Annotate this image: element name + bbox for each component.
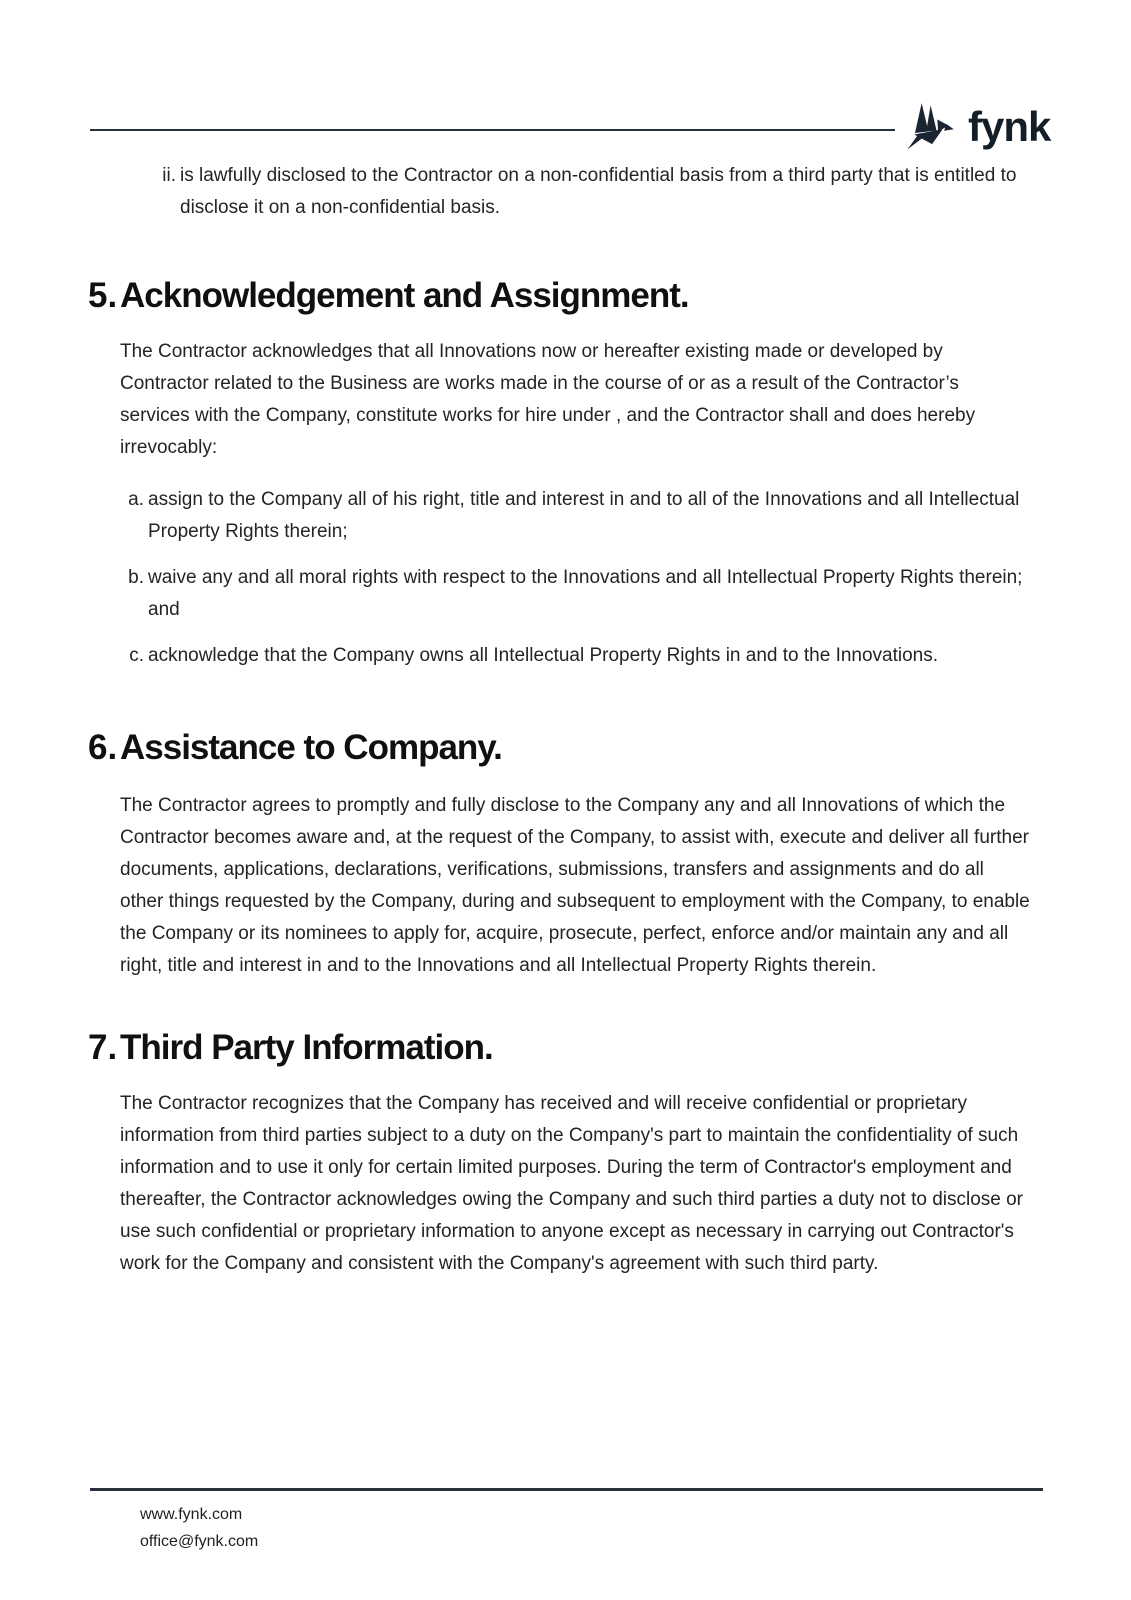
- list-marker: ii.: [162, 165, 176, 186]
- header-divider: [90, 129, 895, 131]
- document-content: [88, 152, 1032, 1280]
- section-number: 7.: [88, 1028, 118, 1067]
- list-item-b: [120, 562, 1032, 626]
- section-heading-third-party: [88, 1026, 1032, 1070]
- list-item-text: assign to the Company all of his right, title and interest in and to all of the Innovations and all Intellectual Property Rights therein;: [148, 489, 1020, 542]
- origami-crane-icon: [903, 99, 959, 155]
- section-title: Assistance to Company.: [120, 728, 502, 767]
- footer-divider: [90, 1488, 1043, 1491]
- list-item-c: [120, 640, 1032, 672]
- list-marker: c.: [129, 645, 144, 666]
- section-title: Third Party Information.: [120, 1028, 493, 1067]
- section-paragraph: The Contractor agrees to promptly and fully disclose to the Company any and all Innovations of which the Contractor becomes aware and, at the request of the Company, to assist with, execute and deliver all further documents, applications, declarations, verifications, submissions, transfers and assignments and do all other things requested by the Company, during and subsequent to employment with the Company, to enable the Company or its nominees to apply for, acquire, prosecute, perfect, enforce and/or maintain any and all right, title and interest in and to the Innovations and all Intellectual Property Rights therein.: [120, 795, 1030, 976]
- list-item-text: waive any and all moral rights with respect to the Innovations and all Intellectual Property Rights therein; and: [148, 567, 1023, 620]
- page-header: [0, 0, 1131, 152]
- section-paragraph: The Contractor acknowledges that all Innovations now or hereafter existing made or developed by Contractor related to the Business are works made in the course of or as a result of the Contractor’s services with the Company, constitute works for hire under , and the Contractor shall and does hereby irrevocably:: [120, 341, 976, 458]
- section-title: Acknowledgement and Assignment.: [120, 276, 689, 315]
- list-marker: b.: [128, 567, 144, 588]
- fynk-logo: [903, 98, 1050, 156]
- section-paragraph: The Contractor recognizes that the Company has received and will receive confidential or proprietary information from third parties subject to a duty on the Company's part to maintain the confidentiality of such information and to use it only for certain limited purposes. During the term of Contractor's employment and thereafter, the Contractor acknowledges owing the Company and such third parties a duty not to disclose or use such confidential or proprietary information to anyone except as necessary in carrying out Contractor's work for the Company and consistent with the Company's agreement with such third party.: [120, 1093, 1024, 1274]
- list-item-roman-ii: [120, 160, 1032, 224]
- section-number: 6.: [88, 728, 118, 767]
- list-item-a: [120, 484, 1032, 548]
- list-item-text: acknowledge that the Company owns all Intellectual Property Rights in and to the Innovations.: [148, 645, 939, 666]
- page-footer: [0, 1488, 1131, 1555]
- footer-contact: [140, 1501, 1131, 1555]
- footer-website: www.fynk.com: [140, 1506, 243, 1523]
- footer-email: office@fynk.com: [140, 1533, 259, 1550]
- section-heading-acknowledgement: [88, 274, 1032, 318]
- section-number: 5.: [88, 276, 118, 315]
- section-heading-assistance: [88, 726, 1032, 770]
- list-marker: a.: [128, 489, 144, 510]
- list-item-text: is lawfully disclosed to the Contractor on a non-confidential basis from a third party that is entitled to disclose it on a non-confidential basis.: [180, 165, 1017, 218]
- logo-wordmark: fynk: [968, 103, 1051, 150]
